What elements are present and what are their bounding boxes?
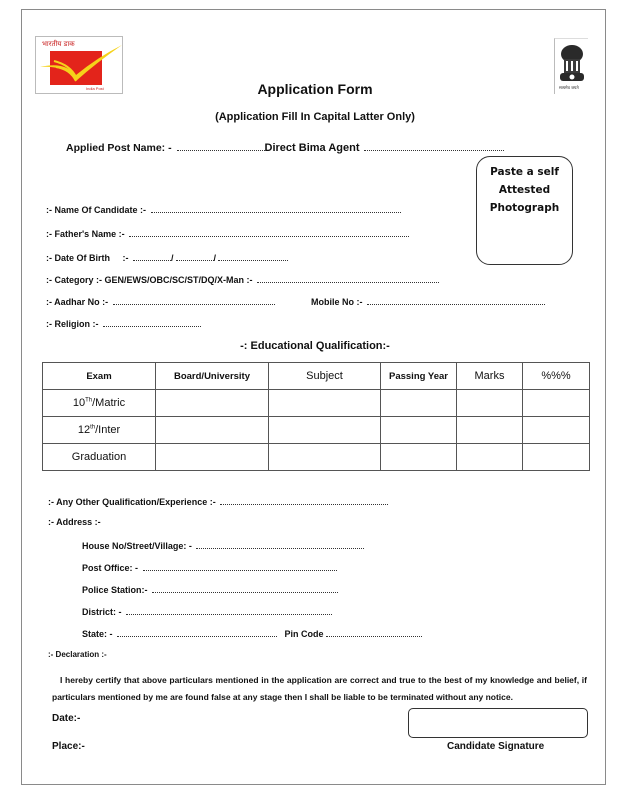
other-qualification-label: :- Any Other Qualification/Experience :- — [48, 497, 216, 507]
applied-post-row — [66, 141, 504, 154]
dob-slash-1: / — [171, 253, 174, 263]
education-header-row — [43, 363, 590, 390]
candidate-signature-label: Candidate Signature — [447, 741, 545, 752]
religion-row — [46, 317, 201, 329]
board-cell[interactable] — [156, 390, 269, 417]
col-subject: Subject — [269, 363, 381, 390]
date-of-birth-sep: :- — [122, 253, 129, 263]
district-label: District: - — [82, 607, 122, 617]
police-station-row — [82, 583, 338, 595]
post-office-label: Post Office: - — [82, 563, 139, 573]
exam-cell-matric: 10Th/Matric — [43, 390, 156, 417]
col-passing-year: Passing Year — [381, 363, 457, 390]
percent-cell[interactable] — [523, 390, 590, 417]
applied-post-label: Applied Post Name: - — [66, 142, 172, 154]
name-of-candidate-label: :- Name Of Candidate :- — [46, 205, 147, 215]
police-station-input[interactable] — [152, 583, 338, 593]
col-percent: %%% — [523, 363, 590, 390]
post-office-row — [82, 561, 337, 573]
name-of-candidate-row — [46, 203, 401, 215]
logo-english-text: India Post — [86, 86, 104, 91]
col-exam: Exam — [43, 363, 156, 390]
col-marks: Marks — [457, 363, 523, 390]
subject-cell[interactable] — [269, 417, 381, 444]
house-label: House No/Street/Village: - — [82, 541, 192, 551]
religion-label: :- Religion :- — [46, 319, 99, 329]
education-table — [42, 362, 590, 471]
dob-day-input[interactable] — [133, 251, 171, 261]
state-row — [82, 627, 422, 639]
subject-cell[interactable] — [269, 390, 381, 417]
mobile-label: Mobile No :- — [311, 297, 363, 307]
col-board-university: Board/University — [156, 363, 269, 390]
state-input[interactable] — [117, 627, 277, 637]
marks-cell[interactable] — [457, 417, 523, 444]
pin-code-label: Pin Code — [284, 629, 324, 639]
marks-cell[interactable] — [457, 390, 523, 417]
district-row — [82, 605, 332, 617]
applied-post-blank-1[interactable] — [177, 141, 265, 151]
fathers-name-input[interactable] — [129, 227, 409, 237]
other-qualification-row — [48, 495, 388, 507]
state-label: State: - — [82, 629, 113, 639]
applied-post-blank-2[interactable] — [364, 141, 504, 151]
police-station-label: Police Station:- — [82, 585, 148, 595]
pin-code-input[interactable] — [326, 627, 422, 637]
date-of-birth-row — [46, 251, 288, 263]
dob-month-input[interactable] — [176, 251, 214, 261]
table-row — [43, 390, 590, 417]
emblem-caption: सत्यमेव जयते — [559, 85, 579, 90]
aadhar-input[interactable] — [113, 295, 275, 305]
mobile-row — [311, 295, 545, 307]
date-of-birth-label: :- Date Of Birth — [46, 253, 110, 263]
logo-hindi-text: भारतीय डाक — [42, 40, 75, 48]
date-label: Date:- — [52, 713, 81, 724]
board-cell[interactable] — [156, 417, 269, 444]
passing-year-cell[interactable] — [381, 444, 457, 471]
percent-cell[interactable] — [523, 444, 590, 471]
marks-cell[interactable] — [457, 444, 523, 471]
category-row — [46, 273, 439, 285]
table-row — [43, 444, 590, 471]
exam-cell-graduation: Graduation — [43, 444, 156, 471]
form-subtitle: (Application Fill In Capital Latter Only) — [215, 111, 415, 123]
house-row — [82, 539, 364, 551]
photo-box-line-3: Photograph — [489, 202, 560, 214]
passing-year-cell[interactable] — [381, 390, 457, 417]
subject-cell[interactable] — [269, 444, 381, 471]
percent-cell[interactable] — [523, 417, 590, 444]
board-cell[interactable] — [156, 444, 269, 471]
form-title: Application Form — [257, 81, 373, 97]
place-label: Place:- — [52, 741, 85, 752]
district-input[interactable] — [126, 605, 332, 615]
fathers-name-label: :- Father's Name :- — [46, 229, 125, 239]
passing-year-cell[interactable] — [381, 417, 457, 444]
post-office-input[interactable] — [143, 561, 337, 571]
mobile-input[interactable] — [367, 295, 545, 305]
dob-slash-2: / — [213, 253, 217, 263]
declaration-text: I hereby certify that above particulars mentioned in the application are correct and true to the best of my knowledge and belief, if particulars mentioned by me are found false at any stage then I shall be liable to be terminated without any notice. — [52, 675, 587, 702]
exam-cell-inter: 12th/Inter — [43, 417, 156, 444]
aadhar-row — [46, 295, 275, 307]
photo-box[interactable] — [476, 156, 573, 265]
education-title: -: Educational Qualification:- — [240, 340, 390, 352]
house-input[interactable] — [196, 539, 364, 549]
aadhar-label: :- Aadhar No :- — [46, 297, 109, 307]
other-qualification-input[interactable] — [220, 495, 388, 505]
applied-post-value: Direct Bima Agent — [264, 142, 360, 154]
photo-box-line-2: Attested — [498, 184, 551, 196]
declaration-label: :- Declaration :- — [48, 650, 107, 659]
address-label: :- Address :- — [48, 517, 101, 527]
signature-box[interactable] — [408, 708, 588, 738]
category-label: :- Category :- GEN/EWS/OBC/SC/ST/DQ/X-Man :- — [46, 275, 253, 285]
dob-year-input[interactable] — [218, 251, 288, 261]
photo-box-line-1: Paste a self — [490, 166, 559, 178]
category-input[interactable] — [257, 273, 439, 283]
religion-input[interactable] — [103, 317, 201, 327]
name-of-candidate-input[interactable] — [151, 203, 401, 213]
table-row — [43, 417, 590, 444]
fathers-name-row — [46, 227, 409, 239]
